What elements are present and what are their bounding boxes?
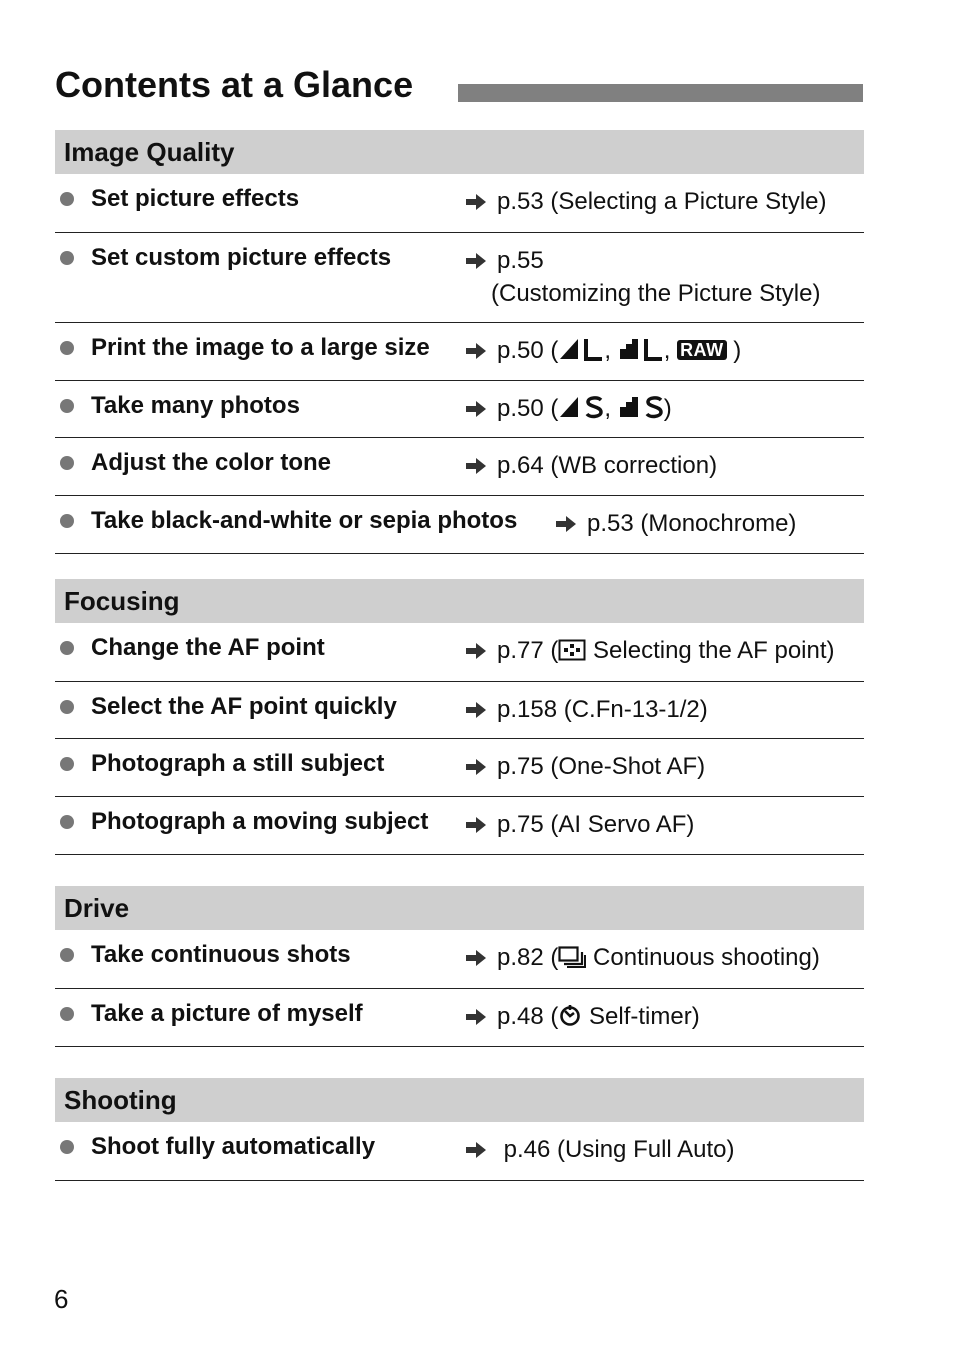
ref-text: p.55 (497, 247, 544, 274)
arrow-right-icon (465, 949, 487, 967)
quality-fine-small-icon (558, 395, 604, 428)
title-bar (458, 84, 863, 102)
ref-text-continued: (Customizing the Picture Style) (491, 280, 821, 307)
item-reference (555, 507, 796, 540)
bullet-icon (60, 251, 74, 265)
ref-text: p.64 (WB correction) (497, 452, 718, 479)
item-reference (465, 693, 708, 726)
list-item (55, 1122, 864, 1181)
ref-text: p.82 ( (497, 944, 559, 971)
quality-fine-large-icon (558, 337, 604, 370)
bullet-icon (60, 1140, 74, 1154)
ref-text-tail: Self-timer) (582, 1003, 700, 1030)
item-label: Photograph a still subject (91, 750, 385, 777)
item-label: Take many photos (91, 392, 300, 419)
list-item (55, 623, 864, 682)
item-label: Take black-and-white or sepia photos (91, 507, 518, 534)
ref-text: p.77 ( (497, 637, 559, 664)
item-reference (465, 449, 717, 482)
bullet-icon (60, 514, 74, 528)
item-reference (465, 185, 827, 218)
item-reference (465, 1133, 734, 1166)
ref-end: ) (663, 395, 672, 422)
ref-text: p.48 ( (497, 1003, 559, 1030)
list-item (55, 174, 864, 233)
item-reference (465, 392, 672, 428)
arrow-right-icon (465, 457, 487, 475)
page-number: 6 (54, 1284, 69, 1314)
item-label: Take continuous shots (91, 941, 351, 968)
item-label: Adjust the color tone (91, 449, 331, 476)
section-heading: Focusing (55, 579, 864, 623)
ref-end: ) (733, 337, 742, 364)
self-timer-icon (558, 1003, 582, 1036)
arrow-right-icon (555, 515, 577, 533)
ref-text: p.53 (Monochrome) (587, 510, 797, 537)
item-reference (465, 1000, 700, 1036)
item-label: Set custom picture effects (91, 244, 392, 271)
ref-text: p.53 (Selecting a Picture Style) (497, 188, 827, 215)
list-item (55, 989, 864, 1047)
page-title: Contents at a Glance (55, 64, 414, 105)
arrow-right-icon (465, 193, 487, 211)
bullet-icon (60, 815, 74, 829)
raw-icon: RAW (677, 340, 727, 360)
arrow-right-icon (465, 758, 487, 776)
quality-normal-small-icon (618, 395, 664, 428)
section-drive (55, 886, 864, 1047)
ref-separator: , (663, 337, 671, 364)
arrow-right-icon (465, 400, 487, 418)
item-label: Shoot fully automatically (91, 1133, 376, 1160)
list-item (55, 930, 864, 989)
arrow-right-icon (465, 701, 487, 719)
item-reference (465, 334, 741, 370)
item-reference (465, 941, 820, 977)
section-heading: Shooting (55, 1078, 864, 1122)
list-item (55, 682, 864, 739)
bullet-icon (60, 641, 74, 655)
item-reference (465, 634, 835, 670)
af-point-selection-icon (558, 637, 586, 670)
list-item (55, 496, 864, 554)
item-reference (465, 244, 820, 310)
list-item (55, 797, 864, 855)
section-focusing (55, 579, 864, 855)
section-heading: Image Quality (55, 130, 864, 174)
quality-normal-large-icon (618, 337, 664, 370)
item-label: Photograph a moving subject (91, 808, 429, 835)
ref-separator: , (604, 337, 612, 364)
arrow-right-icon (465, 642, 487, 660)
list-item (55, 381, 864, 438)
section-image-quality (55, 130, 864, 554)
arrow-right-icon (465, 252, 487, 270)
item-label: Take a picture of myself (91, 1000, 363, 1027)
ref-text: p.50 ( (497, 337, 559, 364)
ref-separator: , (604, 395, 612, 422)
item-label: Print the image to a large size (91, 334, 430, 361)
ref-text: p.50 ( (497, 395, 559, 422)
bullet-icon (60, 700, 74, 714)
item-label: Set picture effects (91, 185, 300, 212)
arrow-right-icon (465, 1141, 487, 1159)
ref-text: p.75 (AI Servo AF) (497, 811, 695, 838)
bullet-icon (60, 399, 74, 413)
item-reference (465, 808, 694, 841)
ref-text: p.75 (One-Shot AF) (497, 753, 706, 780)
bullet-icon (60, 1007, 74, 1021)
section-shooting (55, 1078, 864, 1181)
ref-text: p.46 (Using Full Auto) (497, 1136, 735, 1163)
bullet-icon (60, 948, 74, 962)
continuous-shooting-icon (558, 944, 586, 977)
bullet-icon (60, 757, 74, 771)
bullet-icon (60, 341, 74, 355)
item-reference (465, 750, 705, 783)
bullet-icon (60, 456, 74, 470)
list-item (55, 739, 864, 797)
arrow-right-icon (465, 1008, 487, 1026)
list-item (55, 438, 864, 496)
arrow-right-icon (465, 816, 487, 834)
ref-text: p.158 (C.Fn-13-1/2) (497, 696, 708, 723)
section-heading: Drive (55, 886, 864, 930)
list-item (55, 233, 864, 323)
item-label: Change the AF point (91, 634, 325, 661)
arrow-right-icon (465, 342, 487, 360)
list-item (55, 323, 864, 381)
item-label: Select the AF point quickly (91, 693, 397, 720)
ref-text-tail: Selecting the AF point) (586, 637, 835, 664)
bullet-icon (60, 192, 74, 206)
ref-text-tail: Continuous shooting) (586, 944, 820, 971)
